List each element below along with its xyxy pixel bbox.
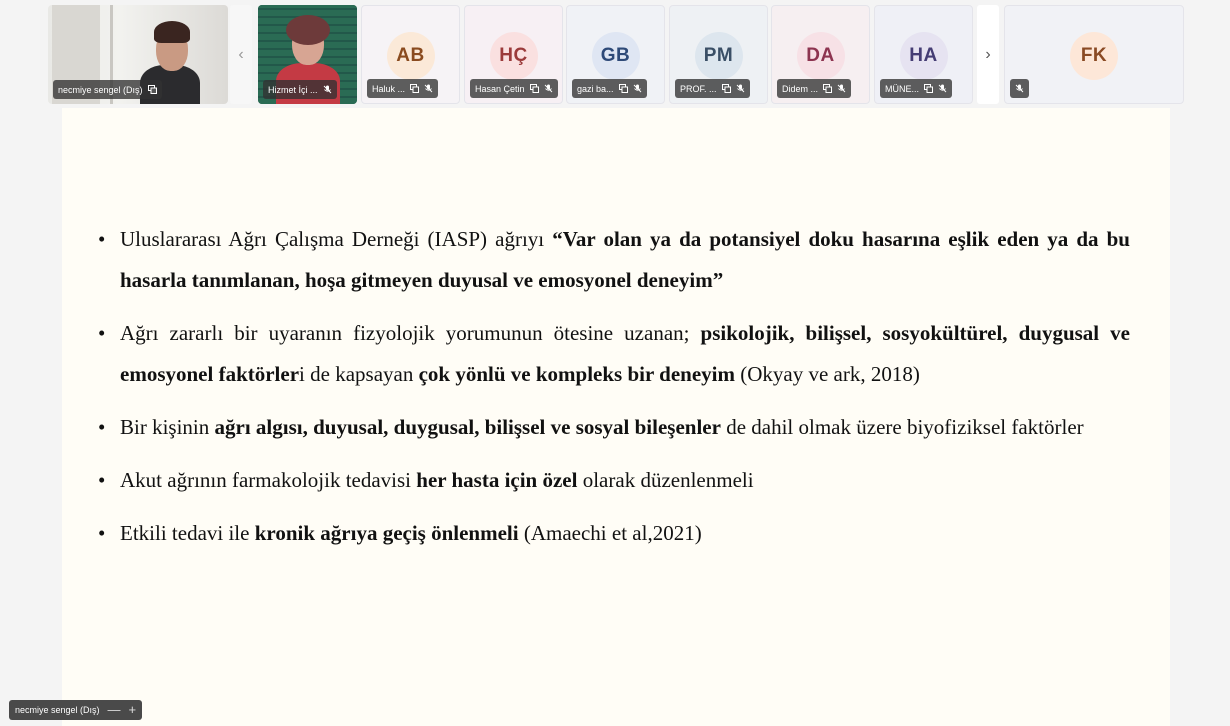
avatar-initials: HÇ — [499, 45, 528, 66]
share-icon — [823, 84, 832, 93]
bullet-bold-text: psikolojik, bilişsel, sosyokültürel, duygusal ve emosyonel faktörler — [120, 321, 1130, 386]
participant-name: Haluk ... — [372, 83, 406, 94]
bullet-marker: • — [98, 521, 106, 545]
bullet-item — [98, 460, 1130, 501]
avatar — [797, 32, 845, 80]
avatar-tile[interactable] — [771, 5, 870, 104]
mic-off-icon — [633, 84, 642, 93]
participant-strip — [0, 0, 1230, 108]
avatar-tile[interactable] — [874, 5, 973, 104]
participant-name: MÜNE... — [885, 83, 920, 94]
name-tag — [367, 79, 438, 98]
name-tag — [777, 79, 851, 98]
avatar-initials: AB — [396, 45, 425, 66]
bullet-text: olarak düzenlenmeli — [577, 468, 754, 492]
citation: (Okyay ve ark, 2018) — [735, 362, 920, 386]
name-tag — [675, 79, 750, 98]
name-tag — [1010, 79, 1029, 98]
strip-next-button[interactable] — [977, 5, 999, 104]
participant-name: Hasan Çetin — [475, 83, 525, 94]
avatar-tile-fk[interactable] — [1004, 5, 1184, 104]
mic-off-icon — [938, 84, 947, 93]
name-tag — [880, 79, 952, 98]
avatar — [387, 32, 435, 80]
share-icon — [619, 84, 628, 93]
participant-name: PROF. ... — [680, 83, 717, 94]
mic-off-icon — [736, 84, 745, 93]
mic-off-icon — [424, 84, 433, 93]
bullet-text: Bir kişinin — [120, 415, 215, 439]
participant-name: gazi ba... — [577, 83, 614, 94]
bullet-item — [98, 313, 1130, 395]
bullet-bold-text: çok yönlü ve kompleks bir deneyim — [418, 362, 735, 386]
name-tag — [263, 80, 337, 99]
shared-slide — [62, 108, 1170, 726]
bullet-item — [98, 513, 1130, 554]
avatar — [900, 32, 948, 80]
share-icon — [722, 84, 731, 93]
avatar-initials: GB — [600, 45, 631, 66]
avatar — [1070, 32, 1118, 80]
name-tag — [53, 80, 162, 99]
chevron-right-icon: › — [985, 45, 991, 63]
avatar — [490, 32, 538, 80]
bullet-list — [98, 219, 1130, 566]
bullet-bold-text: ağrı algısı — [214, 415, 303, 439]
bullet-text: Etkili tedavi ile — [120, 521, 255, 545]
avatar-tile[interactable] — [566, 5, 665, 104]
avatar — [592, 32, 640, 80]
bullet-text: Ağrı zararlı bir uyaranın fizyolojik yorumunun ötesine uzanan; — [120, 321, 701, 345]
bullet-bold-text: “Var olan ya da potansiyel doku hasarına eşlik eden ya da bu hasarla tanımlanan, hoşa gitmeyen duyusal ve emosyonel deneyim” — [120, 227, 1130, 292]
avatar-tile[interactable] — [669, 5, 768, 104]
bullet-bold-text: her hasta için özel — [416, 468, 578, 492]
name-tag — [470, 79, 558, 98]
name-tag — [572, 79, 647, 98]
avatar-initials: PM — [703, 45, 734, 66]
bullet-text: i de kapsayan — [299, 362, 419, 386]
bullet-text: Uluslararası Ağrı Çalışma Derneği (IASP) ağrıyı — [120, 227, 553, 251]
avatar-tile[interactable] — [361, 5, 460, 104]
mic-off-icon — [323, 85, 332, 94]
avatar-initials: FK — [1080, 45, 1108, 66]
participant-name: Hizmet İçi ... — [268, 84, 318, 95]
self-view-name: necmiye sengel (Dış) — [15, 705, 100, 715]
bullet-bold-text: kronik ağrıya geçiş önlenmeli — [254, 521, 519, 545]
avatar-tile[interactable] — [464, 5, 563, 104]
bullet-text: de dahil olmak üzere biyofiziksel faktörler — [720, 415, 1084, 439]
mic-off-icon — [1015, 84, 1024, 93]
share-icon — [924, 84, 933, 93]
share-icon — [148, 85, 157, 94]
participant-name: necmiye sengel (Dış) — [58, 84, 143, 95]
avatar-initials: DA — [806, 45, 835, 66]
bullet-item — [98, 219, 1130, 301]
avatar — [695, 32, 743, 80]
bullet-marker: • — [98, 321, 106, 345]
strip-prev-button[interactable] — [230, 5, 252, 104]
video-tile-presenter[interactable] — [48, 5, 228, 104]
bullet-marker: • — [98, 468, 106, 492]
bullet-bold-text: duyusal, duygusal, bilişsel ve sosyal bileşenler — [313, 415, 721, 439]
mic-off-icon — [544, 84, 553, 93]
bullet-bold-text: , — [302, 415, 314, 439]
bullet-marker: • — [98, 415, 106, 439]
video-tile-hizmet[interactable] — [258, 5, 357, 104]
chevron-left-icon: ‹ — [238, 45, 244, 63]
share-icon — [530, 84, 539, 93]
bullet-item — [98, 407, 1130, 448]
participant-name: Didem ... — [782, 83, 819, 94]
mic-off-icon — [837, 84, 846, 93]
avatar-initials: HA — [909, 45, 938, 66]
minimize-button[interactable]: — — [107, 702, 121, 717]
bullet-text: Akut ağrının farmakolojik tedavisi — [120, 468, 417, 492]
citation: (Amaechi et al,2021) — [518, 521, 702, 545]
share-icon — [410, 84, 419, 93]
expand-button[interactable]: + — [128, 702, 137, 717]
bullet-marker: • — [98, 227, 106, 251]
self-view-tag[interactable] — [9, 700, 142, 720]
